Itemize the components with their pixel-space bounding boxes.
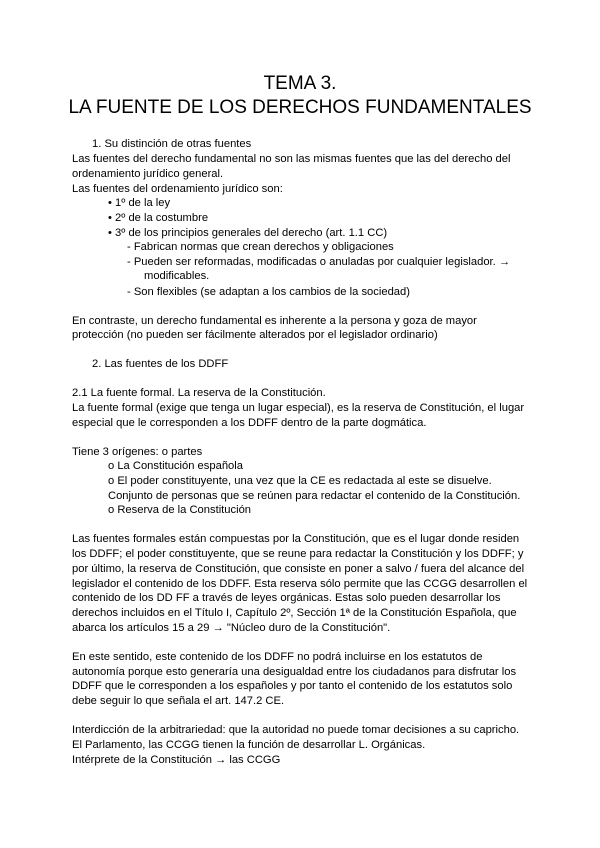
paragraph-line: por último, la reserva de Constitución, que consiste en poner a salvo / fuera del alcance del xyxy=(72,563,525,575)
document-subtitle: LA FUENTE DE LOS DERECHOS FUNDAMENTALES xyxy=(68,97,532,118)
origin-item: o Reserva de la Constitución xyxy=(108,504,252,516)
document-title: TEMA 3. xyxy=(263,73,337,94)
paragraph-line: contenido de los DD FF a través de leyes orgánicas. Estas solo pueden desarrollar los xyxy=(72,592,501,604)
paragraph-line: legislador el contenido de los DDFF. Esta reserva sólo permite que las CCGG desarrollen el xyxy=(72,578,528,590)
paragraph-line: En este sentido, este contenido de los DDFF no podrá incluirse en los estatutos de xyxy=(72,651,483,663)
dash-item: - Son flexibles (se adaptan a los cambios de la sociedad) xyxy=(127,286,410,298)
paragraph-line: especial que le corresponden a los DDFF dentro de la parte dogmática. xyxy=(72,417,427,429)
paragraph-line: En contraste, un derecho fundamental es inherente a la persona y goza de mayor xyxy=(72,315,477,327)
paragraph-line: Las fuentes formales están compuestas por la Constitución, que es el lugar donde residen xyxy=(72,533,520,545)
paragraph-line: protección (no pueden ser fácilmente alterados por el legislador ordinario) xyxy=(72,329,438,341)
paragraph-line: abarca los artículos 15 a 29 → "Núcleo duro de la Constitución". xyxy=(72,622,391,634)
paragraph-line: El Parlamento, las CCGG tienen la función de desarrollar L. Orgánicas. xyxy=(72,739,426,751)
bullet-item: • 2º de la costumbre xyxy=(108,212,209,224)
paragraph-line: Las fuentes del derecho fundamental no son las mismas fuentes que las del derecho del xyxy=(72,153,511,165)
paragraph-line: Las fuentes del ordenamiento jurídico son: xyxy=(72,183,283,195)
section-2-heading: 2. Las fuentes de los DDFF xyxy=(92,358,229,370)
paragraph-line: autonomía porque esto generaría una desigualdad entre los ciudadanos para disfrutar los xyxy=(72,666,517,678)
paragraph-line: Tiene 3 orígenes: o partes xyxy=(72,446,203,458)
bullet-item: • 1º de la ley xyxy=(108,197,171,209)
paragraph-line: DDFF que le corresponden a los españoles y por tanto el contenido de los estatutos solo xyxy=(72,680,513,692)
dash-item: - Pueden ser reformadas, modificadas o anuladas por cualquier legislador. → xyxy=(127,256,511,268)
origin-item-continuation: Conjunto de personas que se reúnen para redactar el contenido de la Constitución. xyxy=(108,490,521,502)
dash-item-continuation: modificables. xyxy=(144,270,210,282)
origin-item: o La Constitución española xyxy=(108,460,243,472)
bullet-item: • 3º de los principios generales del derecho (art. 1.1 CC) xyxy=(108,227,388,239)
paragraph-line: los DDFF; el poder constituyente, que se reune para redactar la Constitución y los DDFF; y xyxy=(72,548,524,560)
origin-item: o El poder constituyente, una vez que la CE es redactada al este se disuelve. xyxy=(108,475,492,487)
paragraph-line: ordenamiento jurídico general. xyxy=(72,168,224,180)
section-1-heading: 1. Su distinción de otras fuentes xyxy=(92,138,252,150)
paragraph-line: debe seguir lo que señala el art. 147.2 CE. xyxy=(72,695,285,707)
dash-item: - Fabrican normas que crean derechos y obligaciones xyxy=(127,241,394,253)
subsection-heading: 2.1 La fuente formal. La reserva de la Constitución. xyxy=(72,387,326,399)
paragraph-line: La fuente formal (exige que tenga un lugar especial), es la reserva de Constitución, el lugar xyxy=(72,402,525,414)
paragraph-line: derechos incluidos en el Título I, Capítulo 2º, Sección 1ª de la Constitución Española, que xyxy=(72,607,517,619)
paragraph-line: Interdicción de la arbitrariedad: que la autoridad no puede tomar decisiones a su capricho. xyxy=(72,724,520,736)
paragraph-line: Intérprete de la Constitución → las CCGG xyxy=(72,754,281,766)
